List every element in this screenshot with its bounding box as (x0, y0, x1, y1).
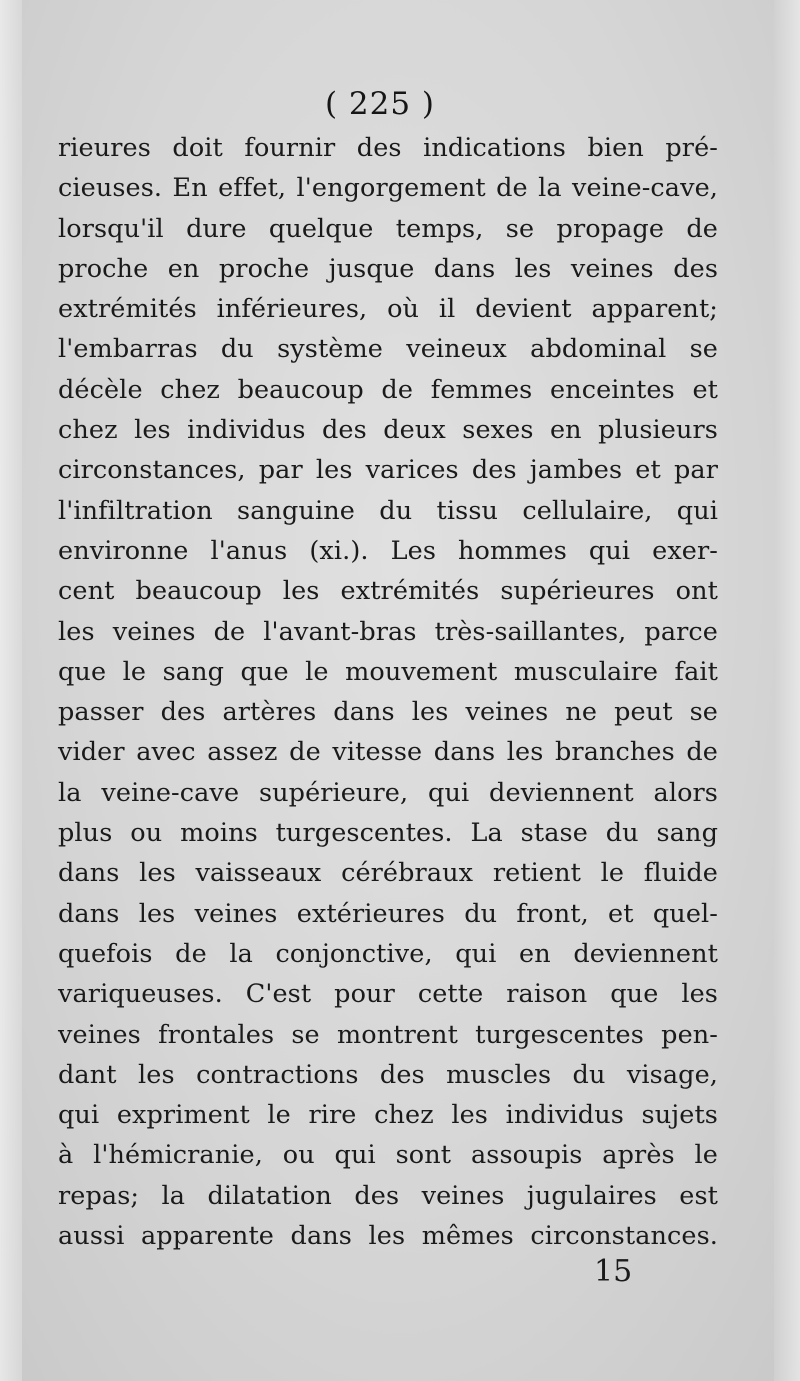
text-line: qui expriment le rire chez les individus sujets (58, 1100, 718, 1131)
text-line: dans les vaisseaux cérébraux retient le fluide (58, 858, 718, 889)
text-line: à l'hémicranie, ou qui sont assoupis après le (58, 1140, 718, 1171)
text-line: cent beaucoup les extrémités supérieures ont (58, 576, 718, 607)
text-line: aussi apparente dans les mêmes circonstances. (58, 1221, 718, 1252)
text-line: la veine-cave supérieure, qui deviennent alors (58, 777, 718, 808)
text-line: environne l'anus (xi.). Les hommes qui exer- (58, 535, 718, 566)
text-line: lorsqu'il dure quelque temps, se propage de (58, 213, 718, 244)
text-line: décèle chez beaucoup de femmes enceintes et (58, 374, 718, 405)
text-line: quefois de la conjonctive, qui en deviennent (58, 938, 718, 969)
text-line: repas; la dilatation des veines jugulaires est (58, 1180, 718, 1211)
text-line: plus ou moins turgescentes. La stase du sang (58, 818, 718, 849)
text-line: les veines de l'avant-bras très-saillantes, parce (58, 616, 718, 647)
text-line: l'infiltration sanguine du tissu cellulaire, qui (58, 495, 718, 526)
text-line: l'embarras du système veineux abdominal se (58, 334, 718, 365)
page-number: ( 225 ) (324, 86, 436, 122)
text-line: vider avec assez de vitesse dans les branches de (58, 737, 718, 768)
text-line: proche en proche jusque dans les veines des (58, 253, 718, 284)
page-left-edge (0, 0, 22, 1381)
text-line: chez les individus des deux sexes en plusieurs (58, 415, 718, 446)
text-line: variqueuses. C'est pour cette raison que les (58, 979, 718, 1010)
body-text (58, 128, 718, 1256)
text-line: veines frontales se montrent turgescentes pen- (58, 1019, 718, 1050)
text-line: dans les veines extérieures du front, et quel- (58, 898, 718, 929)
text-line: passer des artères dans les veines ne peut se (58, 697, 718, 728)
text-line: dant les contractions des muscles du visage, (58, 1059, 718, 1090)
text-line: que le sang que le mouvement musculaire fait (58, 656, 718, 687)
text-line: rieures doit fournir des indications bien pré- (58, 133, 718, 163)
text-line: circonstances, par les varices des jambes et par (58, 455, 718, 486)
page-right-edge (774, 0, 800, 1381)
text-line: cieuses. En effet, l'engorgement de la veine-cave, (58, 173, 718, 204)
signature-mark: 15 (594, 1254, 633, 1289)
text-line: extrémités inférieures, où il devient apparent; (58, 294, 718, 325)
